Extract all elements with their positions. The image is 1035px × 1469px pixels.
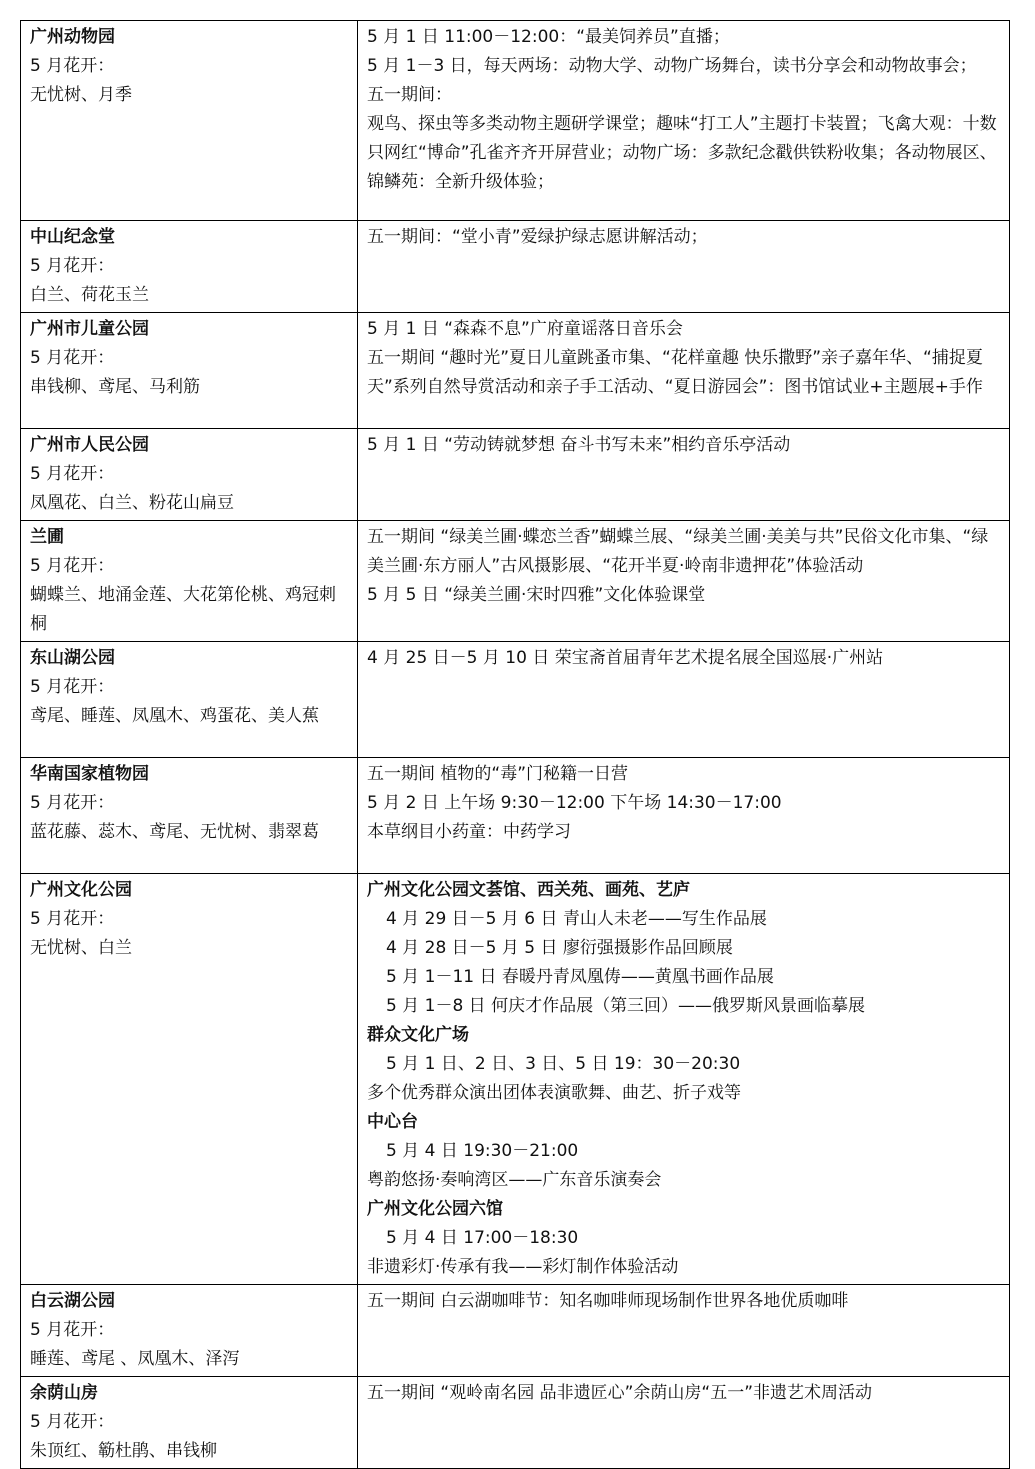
venue-cell	[21, 758, 358, 874]
venue-name: 华南国家植物园	[30, 764, 149, 784]
venue-cell	[21, 642, 358, 758]
flower-list: 白兰、荷花玉兰	[30, 285, 149, 305]
flower-list: 蓝花藤、蕊木、鸢尾、无忧树、翡翠葛	[30, 822, 319, 842]
event-line: 5 月 1 日 “劳动铸就梦想 奋斗书写未来”相约音乐亭活动	[367, 435, 791, 455]
venue-cell	[21, 521, 358, 642]
flower-list: 无忧树、白兰	[30, 938, 132, 958]
venue-cell	[21, 221, 358, 313]
event-line: 5 月 5 日 “绿美兰圃·宋时四雅”文化体验课堂	[367, 585, 706, 605]
venue-name: 广州市儿童公园	[30, 319, 149, 339]
venue-cell	[21, 874, 358, 1285]
table-row	[21, 221, 1010, 313]
events-table-body	[21, 21, 1010, 1469]
bloom-label: 5 月花开：	[30, 1320, 115, 1340]
event-line: 五一期间：	[367, 85, 452, 105]
event-line: 4 月 29 日－5 月 6 日 青山人未老——写生作品展	[386, 909, 767, 929]
venue-name: 广州市人民公园	[30, 435, 149, 455]
events-cell	[358, 429, 1010, 521]
venue-cell	[21, 21, 358, 221]
event-line: 本草纲目小药童：中药学习	[367, 822, 571, 842]
event-line: 5 月 1－3 日，每天两场：动物大学、动物广场舞台，读书分享会和动物故事会；	[367, 56, 977, 76]
section-heading: 广州文化公园六馆	[367, 1199, 503, 1219]
events-cell	[358, 21, 1010, 221]
events-cell	[358, 1285, 1010, 1377]
bloom-label: 5 月花开：	[30, 793, 115, 813]
event-line: 五一期间 白云湖咖啡节：知名咖啡师现场制作世界各地优质咖啡	[367, 1291, 849, 1311]
events-cell	[358, 758, 1010, 874]
events-cell	[358, 521, 1010, 642]
flower-list: 朱顶红、簕杜鹃、串钱柳	[30, 1441, 217, 1461]
venue-name: 广州动物园	[30, 27, 115, 47]
flower-list: 睡莲、鸢尾 、凤凰木、泽泻	[30, 1349, 240, 1369]
section-heading: 群众文化广场	[367, 1025, 469, 1045]
venue-cell	[21, 313, 358, 429]
event-line: 非遗彩灯·传承有我——彩灯制作体验活动	[367, 1257, 679, 1277]
table-row	[21, 313, 1010, 429]
events-cell	[358, 221, 1010, 313]
table-row	[21, 874, 1010, 1285]
event-line: 5 月 1－8 日 何庆才作品展（第三回）——俄罗斯风景画临摹展	[386, 996, 866, 1016]
events-cell	[358, 642, 1010, 758]
table-row	[21, 1377, 1010, 1469]
venue-cell	[21, 429, 358, 521]
event-line: 粤韵悠扬·奏响湾区——广东音乐演奏会	[367, 1170, 662, 1190]
venue-name: 中山纪念堂	[30, 227, 115, 247]
venue-name: 兰圃	[30, 527, 64, 547]
table-row	[21, 21, 1010, 221]
table-row	[21, 758, 1010, 874]
event-line: 五一期间 “绿美兰圃·蝶恋兰香”蝴蝶兰展、“绿美兰圃·美美与共”民俗文化市集、“绿美兰圃·东方丽人”古风摄影展、“花开半夏·岭南非遗押花”体验活动	[367, 527, 989, 576]
table-row	[21, 1285, 1010, 1377]
bloom-label: 5 月花开：	[30, 1412, 115, 1432]
flower-list: 串钱柳、鸢尾、马利筋	[30, 377, 200, 397]
bloom-label: 5 月花开：	[30, 677, 115, 697]
event-line: 5 月 2 日 上午场 9:30－12:00 下午场 14:30－17:00	[367, 793, 782, 813]
table-row	[21, 642, 1010, 758]
event-line: 5 月 1－11 日 春暖丹青凤凰俦——黄凰书画作品展	[386, 967, 774, 987]
event-line: 5 月 1 日、2 日、3 日、5 日 19：30－20:30	[386, 1054, 741, 1074]
event-line: 4 月 28 日－5 月 5 日 廖衍强摄影作品回顾展	[386, 938, 733, 958]
venue-name: 白云湖公园	[30, 1291, 115, 1311]
section-heading: 中心台	[367, 1112, 418, 1132]
events-cell	[358, 874, 1010, 1285]
bloom-label: 5 月花开：	[30, 256, 115, 276]
flower-list: 无忧树、月季	[30, 85, 132, 105]
venue-name: 余荫山房	[30, 1383, 98, 1403]
flower-list: 蝴蝶兰、地涌金莲、大花第伦桃、鸡冠刺桐	[30, 585, 336, 634]
event-line: 5 月 4 日 17:00－18:30	[386, 1228, 579, 1248]
events-cell	[358, 1377, 1010, 1469]
event-line: 5 月 1 日 “森森不息”广府童谣落日音乐会	[367, 319, 683, 339]
event-line: 五一期间 “观岭南名园 品非遗匠心”余荫山房“五一”非遗艺术周活动	[367, 1383, 873, 1403]
bloom-label: 5 月花开：	[30, 464, 115, 484]
bloom-label: 5 月花开：	[30, 348, 115, 368]
bloom-label: 5 月花开：	[30, 556, 115, 576]
venue-name: 东山湖公园	[30, 648, 115, 668]
bloom-label: 5 月花开：	[30, 909, 115, 929]
section-heading: 广州文化公园文荟馆、西关苑、画苑、艺庐	[367, 880, 690, 900]
event-line: 五一期间 植物的“毒”门秘籍一日营	[367, 764, 629, 784]
flower-list: 凤凰花、白兰、粉花山扁豆	[30, 493, 234, 513]
venue-cell	[21, 1285, 358, 1377]
event-line: 多个优秀群众演出团体表演歌舞、曲艺、折子戏等	[367, 1083, 741, 1103]
event-line: 5 月 1 日 11:00－12:00：“最美饲养员”直播；	[367, 27, 730, 47]
flower-list: 鸢尾、睡莲、凤凰木、鸡蛋花、美人蕉	[30, 706, 319, 726]
event-line: 观鸟、探虫等多类动物主题研学课堂；趣味“打工人”主题打卡装置；飞禽大观：十数只网红“博命”孔雀齐齐开屏营业；动物广场：多款纪念戳供铁粉收集；各动物展区、锦鳞苑：全新升级体验；	[367, 114, 997, 192]
event-line: 五一期间 “趣时光”夏日儿童跳蚤市集、“花样童趣 快乐撒野”亲子嘉年华、“捕捉夏天”系列自然导赏活动和亲子手工活动、“夏日游园会”：图书馆试业+主题展+手作	[367, 348, 983, 397]
table-row	[21, 521, 1010, 642]
table-row	[21, 429, 1010, 521]
events-cell	[358, 313, 1010, 429]
venue-cell	[21, 1377, 358, 1469]
event-line: 五一期间：“堂小青”爱绿护绿志愿讲解活动；	[367, 227, 708, 247]
bloom-label: 5 月花开：	[30, 56, 115, 76]
venue-name: 广州文化公园	[30, 880, 132, 900]
events-table	[20, 20, 1010, 1469]
event-line: 4 月 25 日－5 月 10 日 荣宝斋首届青年艺术提名展全国巡展·广州站	[367, 648, 884, 668]
event-line: 5 月 4 日 19:30－21:00	[386, 1141, 579, 1161]
